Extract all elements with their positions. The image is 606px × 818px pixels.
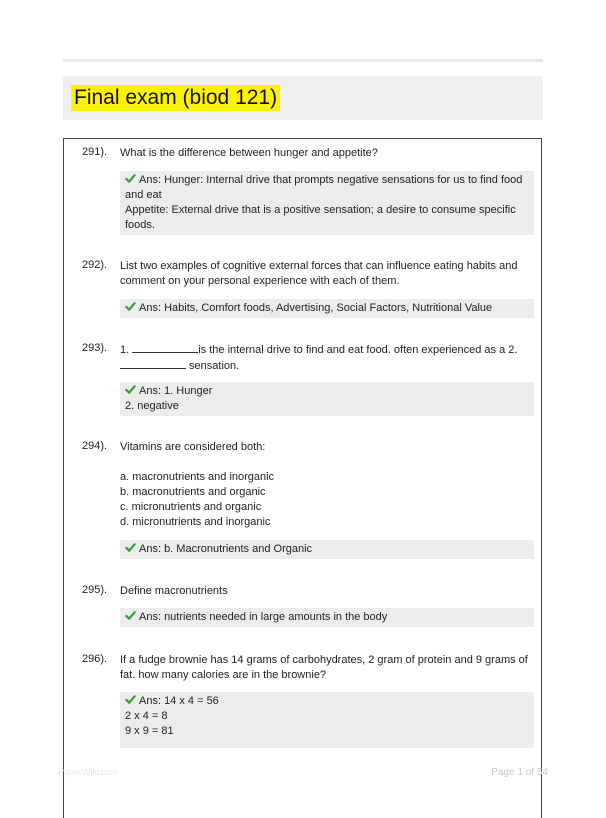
- option-item: d. micronutrients and inorganic: [120, 516, 271, 528]
- check-icon: [125, 542, 136, 553]
- option-list: [120, 470, 540, 530]
- answer-blank: [132, 342, 198, 353]
- answer-box: [120, 608, 534, 627]
- answer-box: [120, 540, 534, 559]
- answer-box: [120, 299, 534, 318]
- check-icon: [125, 384, 136, 395]
- question-number: 296).: [82, 653, 108, 665]
- page-indicator: Page 1 of 54: [491, 767, 548, 778]
- option-item: b. macronutrients and organic: [120, 486, 266, 498]
- question-text: Define macronutrients: [120, 585, 228, 597]
- question-text: Vitamins are considered both:: [120, 441, 266, 453]
- answer-line: Ans: Hunger: Internal drive that prompts negative sensations for us to find food and eat: [125, 174, 523, 201]
- answer-line: Ans: nutrients needed in large amounts in the body: [125, 610, 529, 625]
- question-text: If a fudge brownie has 14 grams of carbohydrates, 2 gram of protein and 9 grams of fat. how many calories are in the brownie?: [120, 654, 528, 681]
- question-text: What is the difference between hunger and appetite?: [120, 147, 378, 159]
- check-icon: [125, 610, 136, 621]
- answer-box: [120, 382, 534, 416]
- question-text: List two examples of cognitive external forces that can influence eating habits and comment on your personal experience with each of them.: [120, 260, 518, 287]
- check-icon: [125, 694, 136, 705]
- top-divider: [63, 59, 543, 62]
- check-icon: [125, 301, 136, 312]
- question-number: 295).: [82, 584, 108, 596]
- answer-box: [120, 692, 534, 748]
- title-banner: [63, 76, 543, 120]
- answer-line: 9 x 9 = 81: [125, 725, 174, 737]
- answer-line: 2 x 4 = 8: [125, 710, 168, 722]
- question-number: 292).: [82, 259, 108, 271]
- question-number: 293).: [82, 342, 108, 354]
- option-item: c. micronutrients and organic: [120, 501, 262, 513]
- answer-box: [120, 171, 534, 235]
- question-text: 1. is the internal drive to find and eat food. often experienced as a 2. sensation.: [120, 344, 518, 372]
- answer-line: Appetite: External drive that is a positive sensation; a desire to consume specific foods.: [125, 204, 516, 231]
- option-item: a. macronutrients and inorganic: [120, 471, 275, 483]
- answer-line: Ans: Habits, Comfort foods, Advertising, Social Factors, Nutritional Value: [125, 301, 529, 316]
- answer-line: Ans: 1. Hunger: [125, 384, 529, 399]
- answer-line: Ans: b. Macronutrients and Organic: [125, 542, 529, 557]
- footer-watermark: PaperWiki.com: [58, 767, 119, 777]
- check-icon: [125, 173, 136, 184]
- answer-line: 2. negative: [125, 400, 179, 412]
- answer-line: Ans: 14 x 4 = 56: [125, 694, 529, 709]
- question-number: 291).: [82, 146, 108, 158]
- page-title: Final exam (biod 121): [71, 85, 280, 111]
- question-number: 294).: [82, 440, 108, 452]
- answer-blank: [120, 358, 186, 369]
